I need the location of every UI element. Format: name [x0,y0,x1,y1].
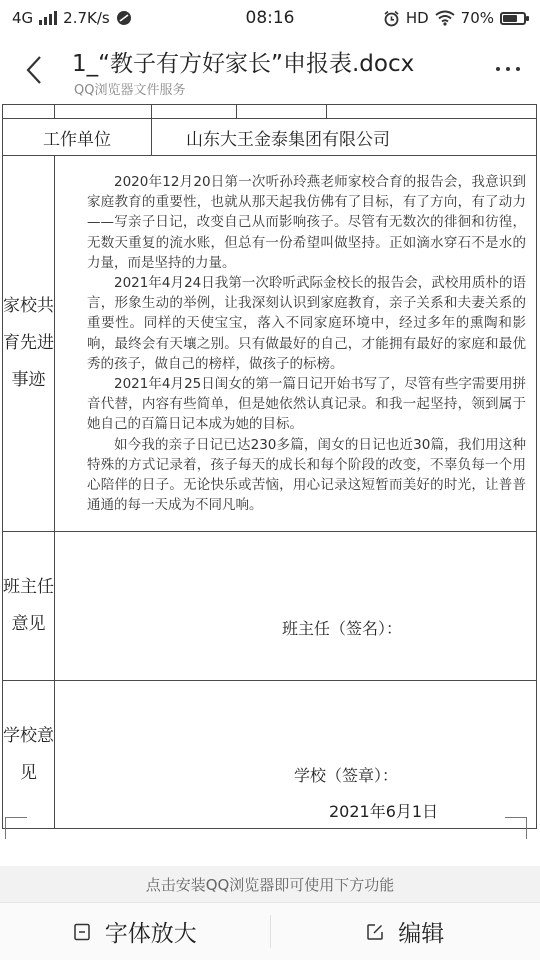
clock: 08:16 [245,8,295,28]
font-size-icon [73,923,91,941]
network-speed: 2.7K/s [63,9,110,27]
hd-indicator: HD [405,9,429,27]
previous-row-tail [3,105,537,119]
school-seal-line: 学校（签章）： [294,766,399,786]
application-form-table [2,104,537,829]
school-opinion-content [55,681,537,829]
school-opinion-row [3,681,537,829]
work-unit-label: 工作单位 [3,119,152,156]
font-enlarge-button[interactable] [0,903,270,960]
document-title: 1_“教子有方好家长”申报表.docx [72,51,415,77]
deeds-paragraph: 2020年12月20日第一次听孙玲燕老师家校合育的报告会，我意识到家庭教育的重要性，也就从那天起我仿佛有了目标，有了方向，有了动力——写亲子日记，改变自己从而影响孩子。尽管有无数次的徘徊和彷徨，无数天重复的流水账，但总有一份希望叫做坚持。正如滴水穿石不是水的力量，而是坚持的力量。 [87,174,526,271]
work-unit-row [3,119,537,156]
edit-button[interactable] [271,903,540,960]
document-source: QQ浏览器文件服务 [74,83,186,98]
deeds-paragraph: 2021年4月25日闺女的第一篇日记开始书写了，尽管有些字需要用拼音代替，内容有些简单，但是她依然认真记录。和我一起坚持，领到属于她自己的百篇日记本成为她的目标。 [87,376,526,433]
school-opinion-label: 学校意见 [3,681,55,829]
status-right [383,9,526,27]
teacher-opinion-row [3,532,537,681]
chevron-left-icon [25,55,43,85]
teacher-opinion-label: 班主任意见 [3,532,55,681]
document-viewport[interactable] [0,104,540,866]
wifi-icon [435,10,455,26]
page-corner-mark [505,817,527,839]
teacher-signature-line: 班主任（签名）： [282,619,403,639]
work-unit-value: 山东大王金泰集团有限公司 [152,119,537,156]
wifi-off-icon [116,10,132,26]
deeds-paragraph: 2021年4月24日我第一次聆听武际金校长的报告会，武校用质朴的语言，形象生动的举例，让我深刻认识到家庭教育，亲子关系和夫妻关系的重要性。同样的天使宝宝，落入不同家庭环境中，经过多年的熏陶和影响，最终会有天壤之别。只有做最好的自己，才能拥有最好的家庭和最优秀的孩子，做自己的榜样，做孩子的标榜。 [87,275,526,372]
more-dot-icon [506,67,510,71]
status-left [12,9,132,27]
install-hint-banner[interactable]: 点击安装QQ浏览器即可使用下方功能 [0,866,540,902]
bottom-toolbar [0,902,540,960]
school-date: 2021年6月1日 [329,802,439,822]
back-button[interactable] [14,48,54,92]
battery-percent: 70% [460,9,494,27]
battery-icon [500,12,526,25]
deeds-content [55,156,537,532]
deeds-label: 家校共育先进事迹 [3,156,55,532]
font-enlarge-label: 字体放大 [104,921,197,947]
edit-icon [366,923,384,941]
signal-icon [39,11,57,25]
edit-label: 编辑 [398,921,445,947]
deeds-paragraph: 如今我的亲子日记已达230多篇，闺女的日记也近30篇，我们用这种特殊的方式记录着，孩子每天的成长和每个阶段的改变，不辜负每一个用心陪伴的日子。无论快乐或苦恼，用心记录这短暂而美好的时光，让普普通通的每一天成为不同凡响。 [87,436,526,514]
app-header [0,36,540,104]
more-dot-icon [516,67,520,71]
status-bar [0,0,540,36]
page-corner-mark [5,817,27,839]
more-menu-button[interactable] [488,54,528,84]
teacher-opinion-content [55,532,537,681]
alarm-icon [383,10,400,27]
more-dot-icon [496,67,500,71]
deeds-row [3,156,537,532]
network-type: 4G [12,9,34,27]
